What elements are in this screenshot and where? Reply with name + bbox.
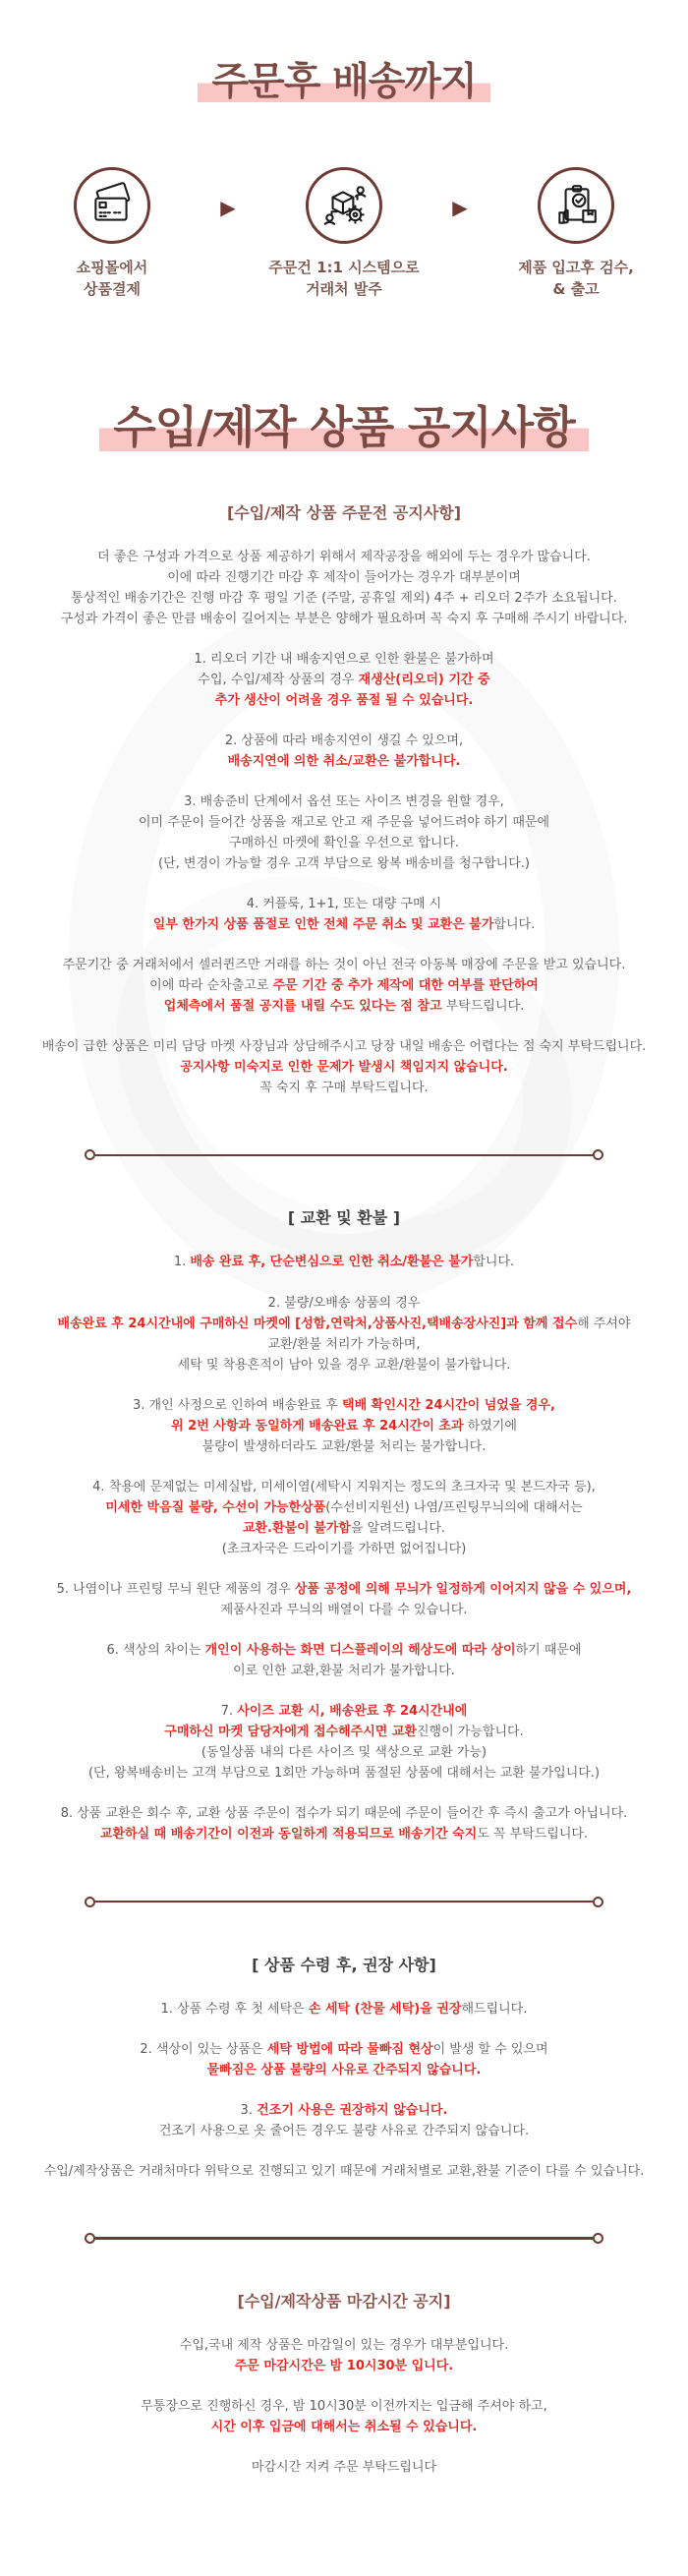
notice-line bbox=[20, 751, 668, 772]
notice-line bbox=[20, 1078, 668, 1098]
emphasis-text: 건조기 사용은 권장하지 않습니다. bbox=[257, 2102, 448, 2118]
flow-step-label: 주문건 1:1 시스템으로 거래처 발주 bbox=[268, 259, 420, 298]
notice-line bbox=[20, 1803, 668, 1824]
notice-line bbox=[20, 1701, 668, 1722]
notice-paragraph bbox=[20, 894, 668, 935]
notice-paragraph bbox=[20, 1701, 668, 1784]
body-text: 1. bbox=[173, 1255, 191, 1270]
notice-line bbox=[20, 833, 668, 853]
notice-line bbox=[20, 1355, 668, 1376]
body-text: 이미 주문이 들어간 상품을 재고로 안고 재 주문을 넣어드려야 하기 때문에 bbox=[138, 814, 550, 830]
order-system-icon bbox=[306, 167, 382, 244]
body-text: (동일상품 내의 다른 사이즈 및 색상으로 교환 가능) bbox=[201, 1745, 487, 1761]
payment-card-icon bbox=[74, 167, 150, 244]
body-text: 하였기에 bbox=[463, 1418, 517, 1434]
body-text: 제품사진과 무늬의 배열이 다를 수 있습니다. bbox=[220, 1603, 468, 1618]
divider-ring-icon bbox=[85, 2233, 95, 2244]
notice-line bbox=[20, 2356, 668, 2376]
divider-ring-icon bbox=[593, 1149, 603, 1160]
notice-line bbox=[20, 1436, 668, 1457]
notice-line bbox=[20, 791, 668, 812]
notice-paragraph bbox=[20, 1579, 668, 1620]
body-text: 을 알려드립니다. bbox=[350, 1520, 446, 1536]
body-text: 2. 불량/오배송 상품의 경우 bbox=[267, 1295, 421, 1311]
notice-line bbox=[20, 2039, 668, 2060]
section-heading: [ 교환 및 환불 ] bbox=[287, 1208, 401, 1228]
body-text: 수입,국내 제작 상품은 마감일이 있는 경우가 대부분입니다. bbox=[179, 2337, 509, 2353]
emphasis-text: 택배 확인시간 24시간이 넘었을 경우, bbox=[342, 1397, 555, 1413]
notice-paragraph bbox=[20, 2457, 668, 2478]
notice-line bbox=[20, 894, 668, 914]
notice-line bbox=[20, 2121, 668, 2141]
notice-line bbox=[20, 609, 668, 629]
notice-line bbox=[20, 1742, 668, 1763]
notice-paragraph bbox=[20, 2396, 668, 2437]
body-text: 구성과 가격이 좋은 만큼 배송이 길어지는 부분은 양해가 필요하며 꼭 숙지 후 구매해 주시기 바랍니다. bbox=[60, 611, 628, 626]
notice-paragraph bbox=[20, 1036, 668, 1098]
notice-line bbox=[20, 853, 668, 874]
divider-ring-icon bbox=[593, 2233, 603, 2244]
notice-line bbox=[20, 2417, 668, 2437]
notice-line bbox=[20, 670, 668, 690]
emphasis-text: 재생산(리오더) 기간 중 bbox=[358, 672, 490, 687]
flow-step-inspection bbox=[480, 167, 672, 301]
notice-line bbox=[20, 1334, 668, 1355]
notice-line bbox=[20, 975, 668, 996]
body-text: 세탁 및 착용흔적이 남아 있을 경우 교환/환불이 불가합니다. bbox=[177, 1357, 511, 1373]
notice-line bbox=[20, 1293, 668, 1314]
body-text: 마감시간 지켜 주문 부탁드립니다 bbox=[251, 2459, 437, 2475]
emphasis-text: 배송 완료 후, 단순변심으로 인한 취소/환불은 불가 bbox=[190, 1255, 474, 1270]
body-text: 2. 상품에 따라 배송지연이 생길 수 있으며, bbox=[224, 732, 464, 748]
body-text: 주문기간 중 거래처에서 셀러퀸즈만 거래를 하는 것이 아닌 전국 아동복 매장에 주문을 받고 있습니다. bbox=[62, 958, 626, 973]
emphasis-text: 배송지연에 의한 취소/교환은 불가합니다. bbox=[227, 753, 461, 769]
notice-line bbox=[20, 1539, 668, 1559]
notice-line bbox=[20, 1395, 668, 1416]
flow-step-payment bbox=[16, 167, 208, 301]
body-text: 이 발생 할 수 있으며 bbox=[432, 2041, 548, 2057]
notice-line bbox=[20, 731, 668, 751]
body-text: (단, 변경이 가능할 경우 고객 부담으로 왕복 배송비를 청구합니다.) bbox=[158, 856, 530, 872]
notice-line bbox=[20, 2060, 668, 2080]
notice-line bbox=[20, 2396, 668, 2417]
body-text: 6. 색상의 차이는 bbox=[106, 1643, 205, 1659]
body-text: 3. 개인 사정으로 인하여 배송완료 후 bbox=[133, 1397, 343, 1413]
body-text: 수입, 수입/제작 상품의 경우 bbox=[198, 672, 359, 687]
body-text: 1. 리오더 기간 내 배송지연으로 인한 환불은 불가하며 bbox=[194, 651, 494, 667]
notice-line bbox=[20, 1477, 668, 1497]
emphasis-text: 주문 마감시간은 밤 10시30분 입니다. bbox=[234, 2358, 454, 2373]
notice-line bbox=[20, 2161, 668, 2182]
body-text: 5. 나염이나 프린팅 무늬 원단 제품의 경우 bbox=[56, 1582, 295, 1598]
notice-line bbox=[20, 1824, 668, 1844]
notice-line bbox=[20, 2100, 668, 2121]
notice-paragraph bbox=[20, 547, 668, 629]
body-text: 4. 커플룩, 1+1, 또는 대량 구매 시 bbox=[246, 897, 442, 912]
notice-title: 수입/제작 상품 공지사항 bbox=[0, 391, 688, 455]
section-heading: [ 상품 수령 후, 권장 사항] bbox=[252, 1955, 436, 1974]
emphasis-text: 세탁 방법에 따라 물빠짐 현상 bbox=[266, 2041, 433, 2057]
notice-line bbox=[20, 1661, 668, 1681]
arrow-right-icon: ▶ bbox=[452, 196, 468, 219]
notice-paragraph bbox=[20, 2335, 668, 2376]
body-text: 더 좋은 구성과 가격으로 상품 제공하기 위해서 제작공장을 해외에 두는 경우가 많습니다. bbox=[97, 549, 591, 564]
body-text: 해드립니다. bbox=[461, 2001, 528, 2017]
emphasis-text: 업체측에서 품절 공지를 내릴 수도 있다는 점 참고 bbox=[163, 999, 442, 1015]
notice-line bbox=[20, 1722, 668, 1742]
body-text: 무통장으로 진행하신 경우, 밤 10시30분 이전까지는 입금해 주셔야 하고, bbox=[141, 2398, 547, 2414]
notice-line bbox=[20, 2335, 668, 2356]
notice-line bbox=[20, 1999, 668, 2020]
body-text: 이로 인한 교환,환불 처리가 불가합니다. bbox=[233, 1664, 455, 1679]
notice-line bbox=[20, 1057, 668, 1078]
notice-line bbox=[20, 955, 668, 975]
notice-line bbox=[20, 1579, 668, 1600]
body-text: 1. 상품 수령 후 첫 세탁은 bbox=[160, 2001, 309, 2017]
emphasis-text: 개인이 사용하는 화면 디스플레이의 해상도에 따라 상이 bbox=[204, 1643, 516, 1659]
body-text: 불량이 발생하더라도 교환/환불 처리는 불가합니다. bbox=[201, 1438, 487, 1454]
notice-paragraph bbox=[20, 955, 668, 1017]
notice-line bbox=[20, 1600, 668, 1620]
section-heading: [수입/제작 상품 주문전 공지사항] bbox=[226, 502, 462, 522]
notice-paragraph bbox=[20, 1999, 668, 2020]
body-text: 구매하신 마켓에 확인을 우선으로 합니다. bbox=[228, 836, 460, 851]
flow-step-order-system bbox=[248, 167, 440, 301]
section-divider bbox=[85, 1149, 603, 1160]
notice-paragraph bbox=[20, 649, 668, 711]
body-text: 수입/제작상품은 거래처마다 위탁으로 진행되고 있기 때문에 거래처별로 교환,환불 기준이 다를 수 있습니다. bbox=[43, 2163, 645, 2179]
emphasis-text: 구매하신 마켓 담당자에게 접수해주시면 교환 bbox=[164, 1725, 417, 1740]
divider-line bbox=[95, 1901, 593, 1903]
section-heading: [수입/제작상품 마감시간 공지] bbox=[237, 2291, 451, 2311]
body-text: 도 꼭 부탁드립니다. bbox=[477, 1827, 589, 1843]
inspection-shipping-icon bbox=[538, 167, 614, 244]
notice-line bbox=[20, 914, 668, 935]
body-text: 진행이 가능합니다. bbox=[416, 1725, 524, 1740]
notice-line bbox=[20, 1640, 668, 1661]
notice-line bbox=[20, 567, 668, 588]
emphasis-text: 교환.환불이 불가함 bbox=[242, 1520, 351, 1536]
body-text: 8. 상품 교환은 회수 후, 교환 상품 주문이 접수가 되기 때문에 주문이 들어간 후 즉시 출고가 아닙니다. bbox=[60, 1806, 628, 1822]
body-text: 2. 색상이 있는 상품은 bbox=[140, 2041, 267, 2057]
notice-paragraph bbox=[20, 1640, 668, 1681]
notice-line bbox=[20, 547, 668, 567]
notice-line bbox=[20, 1763, 668, 1784]
divider-ring-icon bbox=[85, 1149, 95, 1160]
emphasis-text: 추가 생산이 어려울 경우 품절 될 수 있습니다. bbox=[214, 692, 474, 708]
order-flow-title: 주문후 배송까지 bbox=[0, 0, 688, 106]
emphasis-text: 주문 기간 중 추가 제작에 대한 여부를 판단하여 bbox=[272, 978, 539, 994]
body-text: 4. 착용에 문제없는 미세실밥, 미세이염(세탁시 지워지는 정도의 초크자국 및 본드자국 등), bbox=[92, 1479, 596, 1494]
notice-paragraph bbox=[20, 2100, 668, 2141]
section-divider bbox=[85, 2233, 603, 2244]
emphasis-text: 공지사항 미숙지로 인한 문제가 발생시 책임지지 않습니다. bbox=[180, 1060, 508, 1076]
body-text: (단, 왕복배송비는 고객 부담으로 1회만 가능하며 품절된 상품에 대해서는 교환 불가입니다.) bbox=[87, 1766, 601, 1782]
notice-line bbox=[20, 1252, 668, 1272]
arrow-right-icon: ▶ bbox=[220, 196, 236, 219]
emphasis-text: 손 세탁 (찬물 세탁)을 권장 bbox=[308, 2001, 462, 2017]
body-text: 이에 따라 순차출고로 bbox=[149, 978, 273, 994]
notice-paragraph bbox=[20, 1395, 668, 1457]
notice-paragraph bbox=[20, 731, 668, 772]
flow-step-label: 제품 입고후 검수, & 출고 bbox=[518, 259, 634, 298]
divider-ring-icon bbox=[85, 1897, 95, 1907]
notice-paragraph bbox=[20, 1293, 668, 1376]
divider-ring-icon bbox=[593, 1897, 603, 1907]
body-text: (초크자국은 드라이기를 가하면 없어집니다) bbox=[221, 1542, 467, 1556]
notice-paragraph bbox=[20, 2161, 668, 2182]
emphasis-text: 배송완료 후 24시간내에 구매하신 마켓에 [성함,연락처,상품사진,택배송장사진]과 함께 접수 bbox=[57, 1316, 578, 1331]
section-divider bbox=[85, 1897, 603, 1907]
notice-line bbox=[20, 690, 668, 711]
notice-line bbox=[20, 1314, 668, 1334]
emphasis-text: 위 2번 사항과 동일하게 배송완료 후 24시간이 초과 bbox=[171, 1418, 464, 1434]
body-text: 3. 배송준비 단계에서 옵션 또는 사이즈 변경을 원할 경우, bbox=[184, 793, 504, 809]
flow-step-label: 쇼핑몰에서 상품결제 bbox=[76, 259, 148, 298]
notice-paragraph bbox=[20, 1477, 668, 1559]
notice-line bbox=[20, 2457, 668, 2478]
divider-line bbox=[95, 1154, 593, 1157]
emphasis-text: 상품 공정에 의해 무늬가 일정하게 이어지지 않을 수 있으며, bbox=[294, 1582, 632, 1598]
notice-line bbox=[20, 649, 668, 670]
emphasis-text: 물빠짐은 상품 불량의 사유로 간주되지 않습니다. bbox=[206, 2062, 482, 2078]
emphasis-text: 미세한 박음질 불량, 수선이 가능한상품 bbox=[105, 1499, 326, 1515]
body-text: 합니다. bbox=[493, 917, 536, 933]
notice-line bbox=[20, 1518, 668, 1539]
body-text: 3. bbox=[240, 2102, 258, 2118]
body-text: 배송이 급한 상품은 미리 담당 마켓 사장님과 상담해주시고 당장 내일 배송은 어렵다는 점 숙지 부탁드립니다. bbox=[41, 1039, 647, 1055]
emphasis-text: 교환하실 때 배송기간이 이전과 동일하게 적용되므로 배송기간 숙지 bbox=[99, 1827, 478, 1843]
notice-line bbox=[20, 1036, 668, 1057]
notice-line bbox=[20, 996, 668, 1017]
emphasis-text: 사이즈 교환 시, 배송완료 후 24시간내에 bbox=[237, 1704, 468, 1720]
body-text: 통상적인 배송기간은 진행 마감 후 평일 기준 (주말, 공휴일 제외) 4주 + 리오더 2주가 소요됩니다. bbox=[71, 590, 617, 606]
body-text: 합니다. bbox=[473, 1255, 515, 1270]
order-flow-steps bbox=[0, 167, 688, 301]
notice-paragraph bbox=[20, 791, 668, 874]
notice-line bbox=[20, 812, 668, 833]
notice-paragraph bbox=[20, 1252, 668, 1272]
notice-paragraph bbox=[20, 1803, 668, 1844]
emphasis-text: 일부 한가지 상품 품절로 인한 전체 주문 취소 및 교환은 불가 bbox=[152, 917, 494, 933]
notice-body bbox=[0, 500, 688, 2479]
notice-line bbox=[20, 588, 668, 609]
body-text: 부탁드립니다. bbox=[441, 999, 525, 1015]
body-text: 건조기 사용으로 옷 줄어든 경우도 불량 사유로 간주되지 않습니다. bbox=[158, 2123, 530, 2138]
body-text: 이에 따라 진행기간 마감 후 제작이 들어가는 경우가 대부분이며 bbox=[167, 569, 521, 585]
notice-line bbox=[20, 1416, 668, 1436]
body-text: 교환/환불 처리가 가능하며, bbox=[267, 1336, 421, 1352]
body-text: 7. bbox=[220, 1704, 238, 1720]
notice-line bbox=[20, 1497, 668, 1518]
body-text: 해 주셔야 bbox=[577, 1316, 631, 1331]
emphasis-text: 시간 이후 입금에 대해서는 취소될 수 있습니다. bbox=[210, 2419, 478, 2434]
divider-line bbox=[95, 2237, 593, 2240]
body-text: 꼭 숙지 후 구매 부탁드립니다. bbox=[259, 1081, 429, 1096]
body-text: 하기 때문에 bbox=[515, 1643, 582, 1659]
body-text: (수선비지원선) 나염/프린팅무늬의에 대해서는 bbox=[325, 1499, 583, 1515]
notice-paragraph bbox=[20, 2039, 668, 2080]
